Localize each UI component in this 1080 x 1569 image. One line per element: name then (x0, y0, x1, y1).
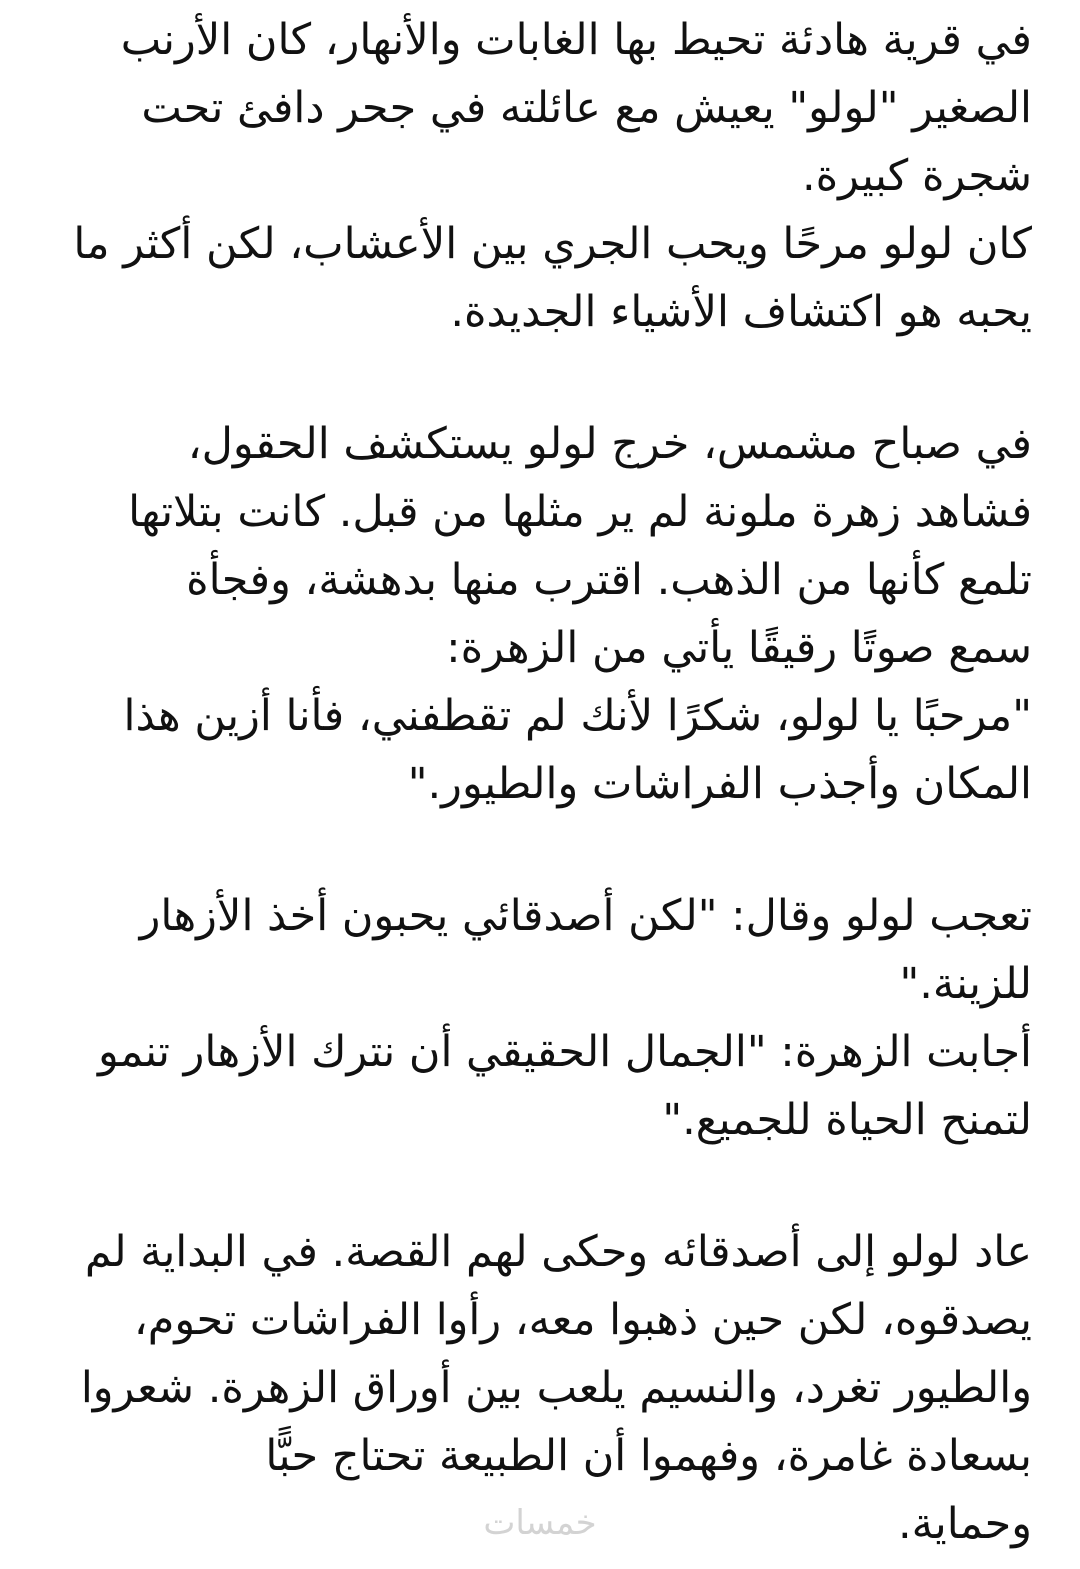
text-line: يحبه هو اكتشاف الأشياء الجديدة. (450, 287, 1032, 337)
paragraph-gap (40, 1154, 1032, 1218)
text-line: بسعادة غامرة، وفهموا أن الطبيعة تحتاج حبًّا (265, 1431, 1032, 1481)
text-line: فشاهد زهرة ملونة لم ير مثلها من قبل. كانت بتلاتها (128, 487, 1032, 537)
text-line: لتمنح الحياة للجميع." (662, 1095, 1032, 1145)
text-line: سمع صوتًا رقيقًا يأتي من الزهرة: (446, 623, 1032, 673)
paragraph-gap (40, 818, 1032, 882)
text-line: "مرحبًا يا لولو، شكرًا لأنك لم تقطفني، فأنا أزين هذا (123, 691, 1032, 741)
text-line: والطيور تغرد، والنسيم يلعب بين أوراق الزهرة. شعروا (80, 1363, 1032, 1413)
text-line: عاد لولو إلى أصدقائه وحكى لهم القصة. في البداية لم (84, 1227, 1032, 1277)
paragraph-gap (40, 346, 1032, 410)
watermark-logo: خمسات (483, 1503, 597, 1543)
paragraph (40, 410, 1032, 818)
text-line: الصغير "لولو" يعيش مع عائلته في جحر دافئ تحت (141, 83, 1032, 133)
text-line: للزينة." (899, 959, 1032, 1009)
text-line: أجابت الزهرة: "الجمال الحقيقي أن نترك الأزهار تنمو (97, 1027, 1032, 1077)
text-line: في صباح مشمس، خرج لولو يستكشف الحقول، (187, 419, 1032, 469)
text-line: تعجب لولو وقال: "لكن أصدقائي يحبون أخذ الأزهار (139, 891, 1032, 941)
paragraph (40, 882, 1032, 1154)
text-line: كان لولو مرحًا ويحب الجري بين الأعشاب، لكن أكثر ما (73, 219, 1032, 269)
text-line: تلمع كأنها من الذهب. اقترب منها بدهشة، وفجأة (186, 555, 1032, 605)
text-line: شجرة كبيرة. (801, 151, 1032, 201)
paragraph (40, 6, 1032, 346)
text-line: وحماية. (898, 1499, 1032, 1549)
text-line: يصدقوه، لكن حين ذهبوا معه، رأوا الفراشات تحوم، (133, 1295, 1032, 1345)
text-line: في قرية هادئة تحيط بها الغابات والأنهار، كان الأرنب (120, 15, 1032, 65)
text-line: المكان وأجذب الفراشات والطيور." (407, 759, 1032, 809)
